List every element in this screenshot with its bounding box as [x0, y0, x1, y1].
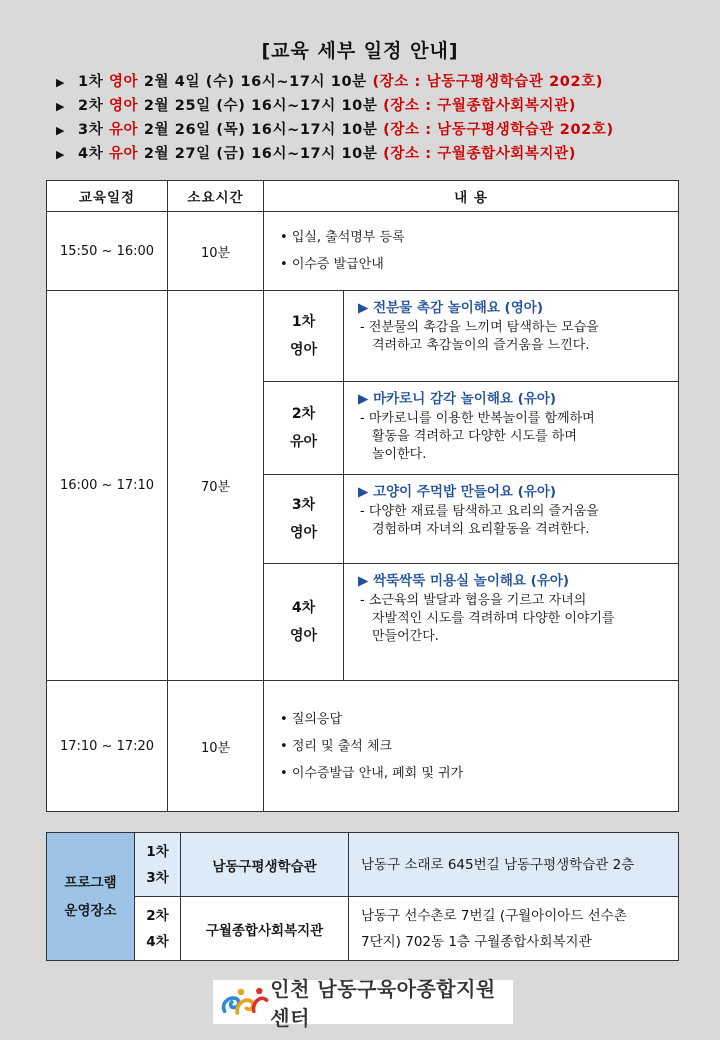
schedule-item — [56, 142, 696, 166]
bullet-text: 입실, 출석명부 등록 — [291, 230, 405, 245]
activity-title-text: 전분물 촉감 놀이해요 (영아) — [373, 300, 543, 316]
logo-text: 인천 남동구육아종합지원센터 — [270, 977, 496, 1030]
triangle-icon: ▶ — [56, 148, 66, 161]
schedule-date: 2월 4일 (수) 16시~17시 10분 — [143, 74, 367, 90]
row-content — [264, 212, 679, 291]
desc-line: 만들어간다. — [372, 629, 439, 644]
schedule-date: 2월 27일 (금) 16시~17시 10분 — [143, 146, 378, 162]
bullet-item: • 입실, 출석명부 등록 — [280, 230, 405, 245]
activity-title: ▶ 싹뚝싹뚝 미용실 놀이해요 (유아) — [358, 573, 570, 589]
desc-line: 경험하며 자녀의 요리활동을 격려한다. — [372, 522, 590, 537]
triangle-icon: ▶ — [56, 100, 66, 113]
triangle-icon: ▶ — [56, 76, 66, 89]
desc-line: 자발적인 시도를 격려하며 다양한 이야기를 — [372, 611, 615, 626]
address-line: 7단지) 702동 1층 구월종합사회복지관 — [361, 933, 592, 950]
location-name: 구월종합사회복지관 — [181, 897, 349, 961]
row-time: 17:10 ~ 17:20 — [47, 681, 168, 812]
group-label — [264, 291, 344, 382]
row-duration: 10분 — [168, 681, 264, 812]
header-content: 내 용 — [264, 181, 679, 212]
group-label — [264, 382, 344, 475]
table-row — [47, 681, 679, 812]
schedule-place: (장소 : 남동구평생학습관 202호) — [383, 122, 614, 138]
schedule-age: 영아 — [108, 74, 139, 90]
round-label: 4차 — [146, 933, 169, 950]
bullet-text: 이수증 발급안내 — [291, 257, 384, 272]
schedule-item — [56, 70, 696, 94]
row-duration: 10분 — [168, 212, 264, 291]
schedule-date: 2월 26일 (목) 16시~17시 10분 — [143, 122, 378, 138]
location-rounds — [135, 833, 181, 897]
group-age: 영아 — [289, 525, 318, 541]
location-row — [47, 833, 679, 897]
location-header — [47, 833, 135, 961]
header-time: 교육일정 — [47, 181, 168, 212]
row-time: 15:50 ~ 16:00 — [47, 212, 168, 291]
location-address — [349, 833, 679, 897]
group-round: 2차 — [291, 406, 316, 422]
activity-cell — [344, 475, 679, 564]
activity-title: ▶ 전분물 촉감 놀이해요 (영아) — [358, 300, 543, 316]
activity-title: ▶ 마카로니 감각 놀이해요 (유아) — [358, 391, 557, 407]
activity-title-text: 마카로니 감각 놀이해요 (유아) — [373, 391, 557, 407]
bullet-text: 정리 및 출석 체크 — [291, 738, 393, 754]
group-age: 영아 — [289, 342, 318, 358]
activity-desc — [358, 503, 670, 539]
location-table — [46, 832, 679, 961]
schedule-age: 유아 — [108, 122, 139, 138]
schedule-round: 4차 — [78, 146, 104, 162]
activity-cell — [344, 564, 679, 681]
desc-line: - 소근육의 발달과 협응을 기르고 자녀의 — [360, 593, 587, 608]
activity-desc — [358, 319, 670, 355]
schedule-date: 2월 25일 (수) 16시~17시 10분 — [143, 98, 378, 114]
location-address — [349, 897, 679, 961]
address-line: 남동구 소래로 645번길 남동구평생학습관 2층 — [361, 856, 635, 873]
schedule-list — [56, 70, 696, 166]
activity-title-text: 고양이 주먹밥 만들어요 (유아) — [373, 484, 557, 500]
center-logo — [213, 977, 513, 1030]
address-line: 남동구 선수촌로 7번길 (구월아이아드 선수촌 — [361, 907, 627, 924]
activity-cell — [344, 382, 679, 475]
activity-title-text: 싹뚝싹뚝 미용실 놀이해요 (유아) — [373, 573, 570, 589]
table-header-row — [47, 181, 679, 212]
bullet-item: • 정리 및 출석 체크 — [280, 738, 393, 754]
schedule-age: 유아 — [108, 146, 139, 162]
bullet-item: • 질의응답 — [280, 711, 343, 727]
logo-icon — [219, 982, 270, 1022]
schedule-age: 영아 — [108, 98, 139, 114]
row-duration: 70분 — [168, 291, 264, 681]
group-label — [264, 475, 344, 564]
activity-title: ▶ 고양이 주먹밥 만들어요 (유아) — [358, 484, 557, 500]
row-content — [264, 681, 679, 812]
group-round: 4차 — [291, 600, 316, 616]
group-age: 유아 — [289, 434, 318, 450]
schedule-place: (장소 : 남동구평생학습관 202호) — [372, 74, 603, 90]
schedule-item — [56, 94, 696, 118]
schedule-round: 3차 — [78, 122, 104, 138]
header-duration: 소요시간 — [168, 181, 264, 212]
group-round: 3차 — [291, 497, 316, 513]
desc-line: 활동을 격려하고 다양한 시도를 하며 — [372, 429, 577, 444]
location-rounds — [135, 897, 181, 961]
location-name: 남동구평생학습관 — [181, 833, 349, 897]
location-header-line: 프로그램 — [64, 874, 117, 891]
desc-line: - 다양한 재료를 탐색하고 요리의 즐거움을 — [360, 504, 599, 519]
table-row — [47, 291, 679, 382]
schedule-round: 2차 — [78, 98, 104, 114]
schedule-place: (장소 : 구월종합사회복지관) — [383, 98, 576, 114]
activity-desc — [358, 592, 670, 646]
schedule-round: 1차 — [78, 74, 104, 90]
group-label — [264, 564, 344, 681]
desc-line: 놀이한다. — [372, 447, 427, 462]
table-row — [47, 212, 679, 291]
location-row — [47, 897, 679, 961]
location-header-line: 운영장소 — [64, 902, 117, 919]
schedule-table — [46, 180, 679, 812]
group-age: 영아 — [289, 628, 318, 644]
schedule-place: (장소 : 구월종합사회복지관) — [383, 146, 576, 162]
desc-line: - 마카로니를 이용한 반복놀이를 함께하며 — [360, 411, 595, 426]
desc-line: 격려하고 촉감놀이의 즐거움을 느낀다. — [372, 338, 590, 353]
round-label: 1차 — [146, 843, 169, 860]
group-round: 1차 — [291, 314, 316, 330]
bullet-text: 이수증발급 안내, 폐회 및 귀가 — [291, 765, 464, 781]
page-title: [교육 세부 일정 안내] — [261, 40, 459, 62]
desc-line: - 전분물의 촉감을 느끼며 탐색하는 모습을 — [360, 320, 599, 335]
row-time: 16:00 ~ 17:10 — [47, 291, 168, 681]
triangle-icon: ▶ — [56, 124, 66, 137]
schedule-item — [56, 118, 696, 142]
bullet-item: • 이수증 발급안내 — [280, 257, 384, 272]
activity-cell — [344, 291, 679, 382]
activity-desc — [358, 410, 670, 464]
bullet-item: • 이수증발급 안내, 폐회 및 귀가 — [280, 765, 464, 781]
round-label: 3차 — [146, 869, 169, 886]
bullet-text: 질의응답 — [291, 711, 343, 727]
round-label: 2차 — [146, 907, 169, 924]
